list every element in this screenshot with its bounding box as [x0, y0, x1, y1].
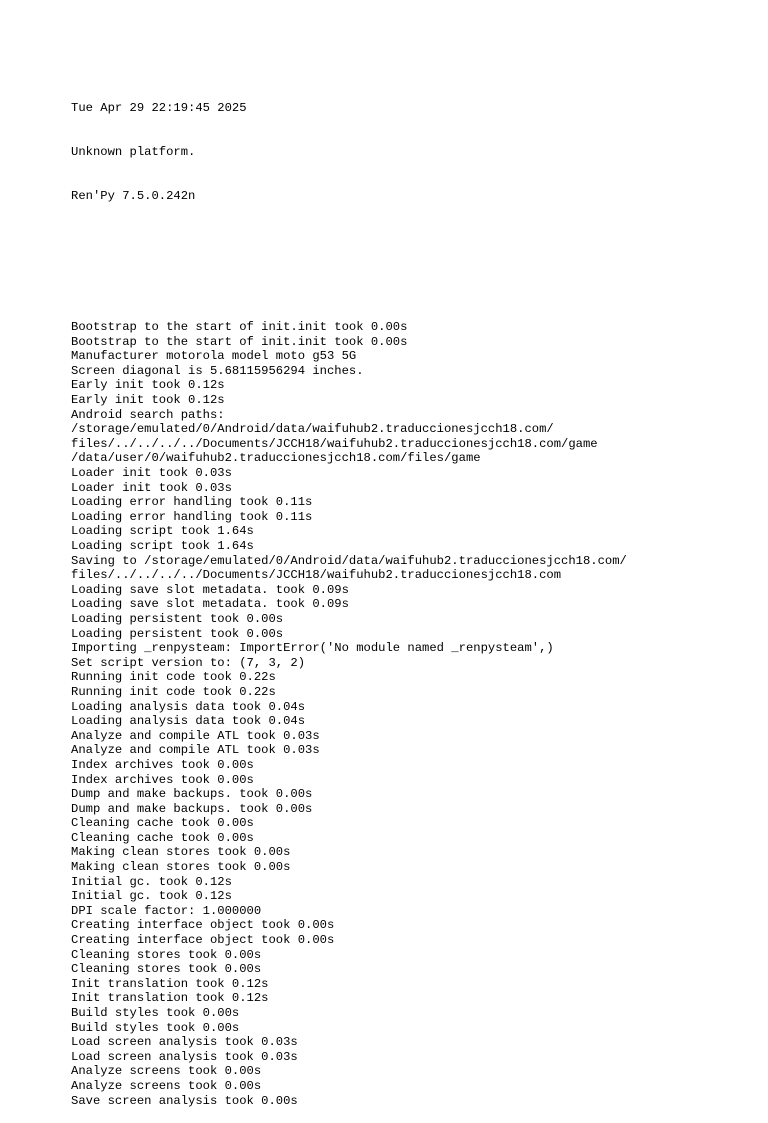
log-line: Creating interface object took 0.00s — [71, 918, 335, 933]
log-line: files/../../../../Documents/JCCH18/waifuhub2.traduccionesjcch18.com/game — [71, 436, 598, 451]
log-line: Save screen analysis took 0.00s — [71, 1093, 298, 1108]
log-line: Bootstrap to the start of init.init took 0.00s — [71, 334, 408, 349]
log-line: Importing _renpysteam: ImportError('No module named _renpysteam',) — [71, 641, 554, 656]
log-line: /data/user/0/waifuhub2.traduccionesjcch18.com/files/game — [71, 451, 481, 466]
log-line: Initial gc. took 0.12s — [71, 889, 232, 904]
log-line: Loading persistent took 0.00s — [71, 611, 284, 626]
log-line: Loading script took 1.64s — [71, 524, 254, 539]
log-line: Early init took 0.12s — [71, 393, 225, 408]
log-line: Cleaning cache took 0.00s — [71, 830, 254, 845]
log-line: Loading analysis data took 0.04s — [71, 699, 306, 714]
log-line: Analyze screens took 0.00s — [71, 1064, 262, 1079]
log-line: Running init code took 0.22s — [71, 684, 276, 699]
log-line: Loading analysis data took 0.04s — [71, 714, 306, 729]
log-spacer — [71, 233, 748, 248]
log-line: Init translation took 0.12s — [71, 976, 269, 991]
log-line: Loading persistent took 0.00s — [71, 626, 284, 641]
log-line: Analyze and compile ATL took 0.03s — [71, 743, 320, 758]
log-line: Cleaning cache took 0.00s — [71, 816, 254, 831]
log-line: /storage/emulated/0/Android/data/waifuhub2.traduccionesjcch18.com/ — [71, 422, 554, 437]
log-body — [71, 320, 748, 1108]
log-line: files/../../../../Documents/JCCH18/waifuhub2.traduccionesjcch18.com — [71, 568, 562, 583]
log-line: Running init code took 0.22s — [71, 670, 276, 685]
log-line: Load screen analysis took 0.03s — [71, 1049, 298, 1064]
log-line: Initial gc. took 0.12s — [71, 874, 232, 889]
log-line: Build styles took 0.00s — [71, 1020, 240, 1035]
log-line: Creating interface object took 0.00s — [71, 933, 335, 948]
log-line: Bootstrap to the start of init.init took 0.00s — [71, 320, 408, 335]
log-line: Init translation took 0.12s — [71, 991, 269, 1006]
log-line: Build styles took 0.00s — [71, 1006, 240, 1020]
log-line: Analyze screens took 0.00s — [71, 1078, 262, 1093]
log-line: Loader init took 0.03s — [71, 480, 232, 495]
log-line: Load screen analysis took 0.03s — [71, 1035, 298, 1050]
log-line: Making clean stores took 0.00s — [71, 845, 291, 860]
log-line: Loading error handling took 0.11s — [71, 495, 313, 510]
log-line: Loading error handling took 0.11s — [71, 509, 313, 524]
log-line: Cleaning stores took 0.00s — [71, 962, 262, 977]
log-line: Dump and make backups. took 0.00s — [71, 787, 313, 802]
log-line: Saving to /storage/emulated/0/Android/data/waifuhub2.traduccionesjcch18.com/ — [71, 553, 627, 568]
log-line: Analyze and compile ATL took 0.03s — [71, 728, 320, 743]
log-line: Set script version to: (7, 3, 2) — [71, 655, 306, 670]
log-line: Loader init took 0.03s — [71, 466, 232, 481]
log-line: Dump and make backups. took 0.00s — [71, 801, 313, 816]
log-line: Loading save slot metadata. took 0.09s — [71, 582, 349, 597]
log-line: Loading script took 1.64s — [71, 539, 254, 553]
log-line: Early init took 0.12s — [71, 378, 225, 393]
log-document — [71, 72, 748, 1123]
log-spacer — [71, 276, 748, 291]
log-line: Manufacturer motorola model moto g53 5G — [71, 349, 357, 364]
log-line: Cleaning stores took 0.00s — [71, 947, 262, 962]
log-line: Index archives took 0.00s — [71, 772, 254, 787]
log-timestamp: Tue Apr 29 22:19:45 2025 — [71, 101, 247, 116]
log-line: DPI scale factor: 1.000000 — [71, 903, 262, 918]
log-platform: Unknown platform. — [71, 144, 196, 159]
log-line: Making clean stores took 0.00s — [71, 860, 291, 875]
log-version: Ren'Py 7.5.0.242n — [71, 188, 196, 203]
log-line: Loading save slot metadata. took 0.09s — [71, 597, 349, 612]
log-line: Android search paths: — [71, 407, 225, 422]
log-line: Index archives took 0.00s — [71, 757, 254, 772]
log-line: Screen diagonal is 5.68115956294 inches. — [71, 363, 364, 378]
